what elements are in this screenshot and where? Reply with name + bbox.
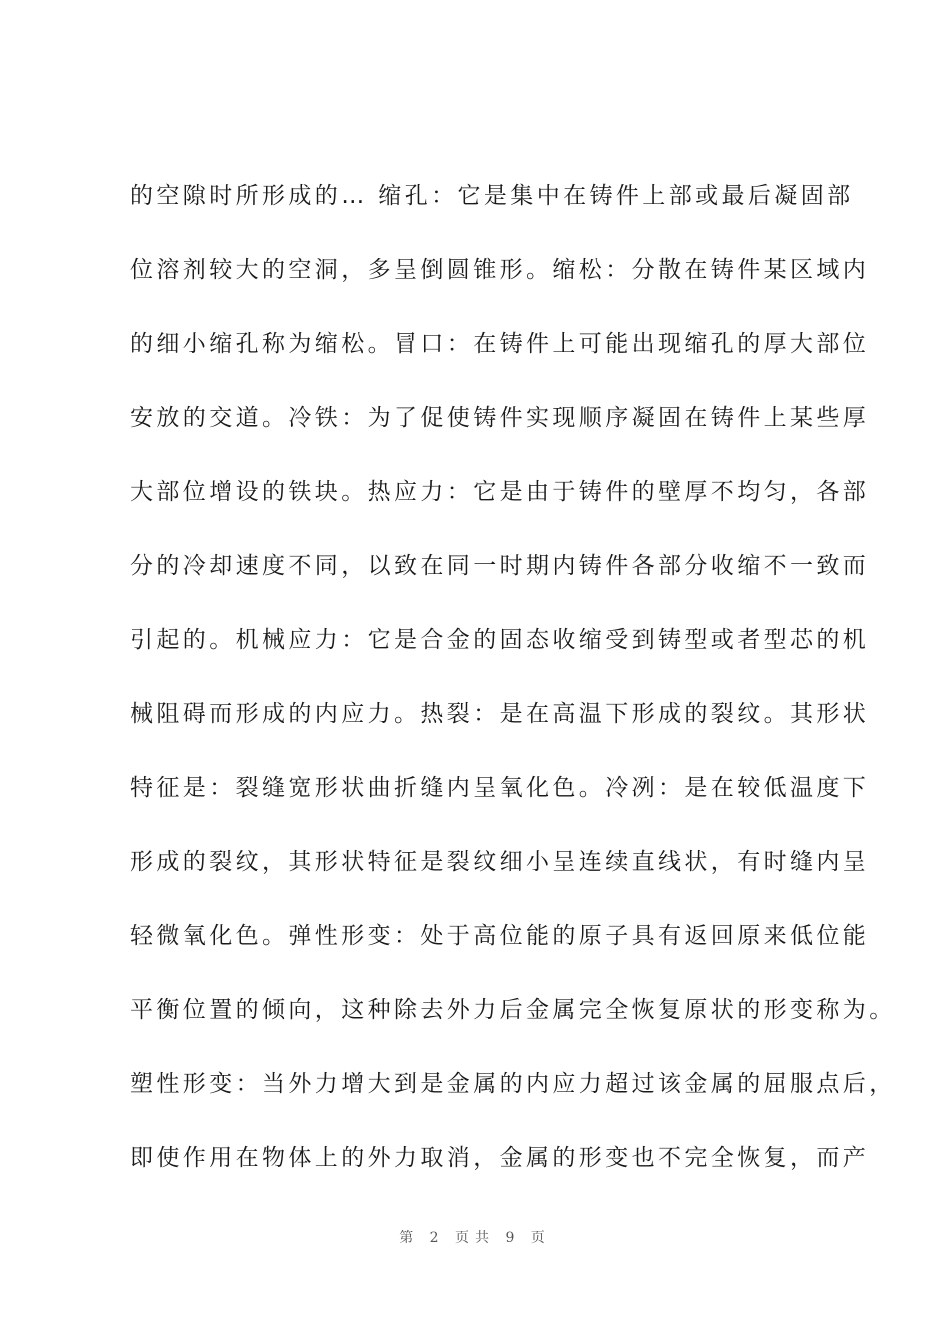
- text-line: 大部位增设的铁块。热应力：它是由于铸件的壁厚不均匀，各部: [130, 479, 870, 505]
- text-line: 安放的交道。冷铁：为了促使铸件实现顺序凝固在铸件上某些厚: [130, 405, 870, 431]
- text-line: 引起的。机械应力：它是合金的固态收缩受到铸型或者型芯的机: [130, 627, 870, 653]
- text-line: 即使作用在物体上的外力取消，金属的形变也不完全恢复，而产: [130, 1145, 870, 1171]
- text-line: 轻微氧化色。弹性形变：处于高位能的原子具有返回原来低位能: [130, 923, 870, 949]
- text-line: 平衡位置的倾向，这种除去外力后金属完全恢复原状的形变称为。: [130, 997, 896, 1023]
- page-number-footer: 第 2 页共 9 页: [399, 1230, 551, 1246]
- text-line: 的细小缩孔称为缩松。冒口：在铸件上可能出现缩孔的厚大部位: [130, 331, 870, 357]
- text-line: 塑性形变：当外力增大到是金属的内应力超过该金属的屈服点后，: [130, 1071, 896, 1097]
- body-text: [130, 170, 896, 1206]
- text-line: 特征是：裂缝宽形状曲折缝内呈氧化色。冷冽：是在较低温度下: [130, 775, 870, 801]
- text-line: 分的冷却速度不同，以致在同一时期内铸件各部分收缩不一致而: [130, 553, 870, 579]
- text-line: 形成的裂纹，其形状特征是裂纹细小呈连续直线状，有时缝内呈: [130, 849, 870, 875]
- text-line: 位溶剂较大的空洞，多呈倒圆锥形。缩松：分散在铸件某区域内: [130, 257, 870, 283]
- text-line: 械阻碍而形成的内应力。热裂：是在高温下形成的裂纹。其形状: [130, 701, 870, 727]
- text-line: 的空隙时所形成的… 缩孔：它是集中在铸件上部或最后凝固部: [130, 183, 854, 209]
